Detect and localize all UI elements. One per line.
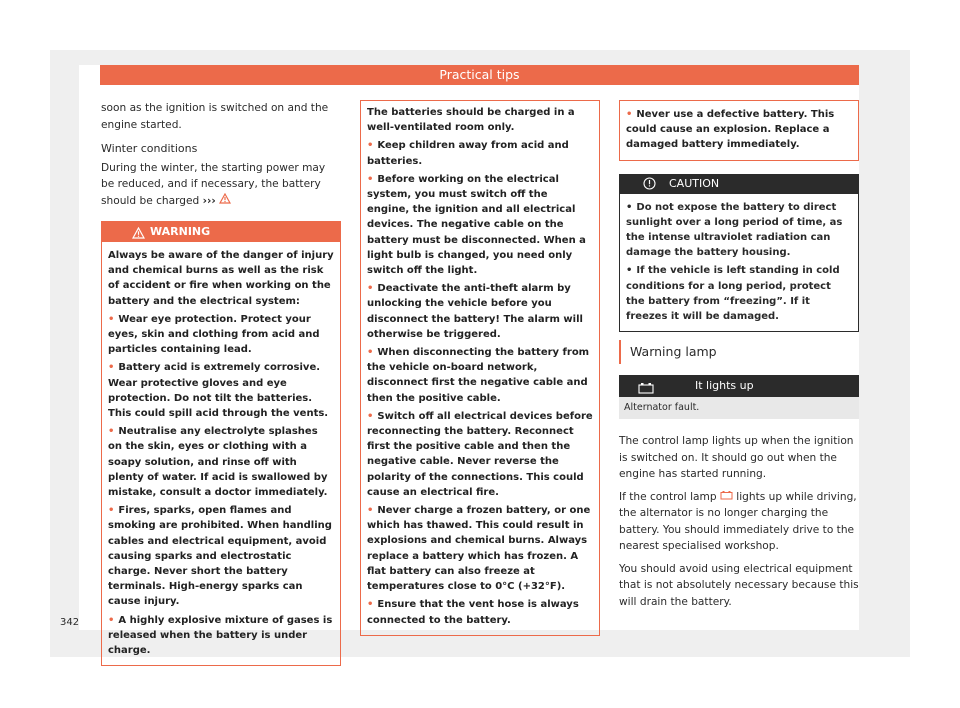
warning-item: • Fires, sparks, open flames and smoking are prohibited. When handling cables and electrical equipment, avoid causing sparks and electrostatic charge. Never short the battery terminals. High-energy sparks can cause injury.	[108, 503, 334, 609]
lamp-sub-text: Alternator fault.	[624, 402, 700, 413]
warning-item: • A highly explosive mixture of gases is released when the battery is under charge.	[108, 613, 334, 659]
warning-item: • Never charge a frozen battery, or one which has thawed. This could result in explosions and chemical burns. Always replace a battery which has frozen. A flat battery can also freeze at temperatures close to 0°C (+32°F).	[367, 503, 593, 594]
section-title: Warning lamp	[619, 340, 870, 364]
info-icon	[643, 177, 656, 197]
lamp-para-3: You should avoid using electrical equipment that is not absolutely necessary because this will drain the battery.	[619, 562, 859, 608]
intro-text: soon as the ignition is switched on and the engine started.	[101, 102, 329, 131]
page-header: Practical tips	[100, 65, 859, 85]
winter-text	[101, 160, 341, 210]
lamp-description	[619, 433, 859, 616]
warning-item: • Neutralise any electrolyte splashes on the skin, eyes or clothing with a soapy solution, and rinse off with plenty of water. If acid is swallowed by mistake, consult a doctor immediately.	[108, 424, 334, 500]
lamp-para-2	[619, 489, 859, 555]
caution-body	[619, 194, 859, 333]
lamp-bar	[619, 375, 859, 397]
caution-title: CAUTION	[669, 176, 720, 190]
middle-intro: The batteries should be charged in a well-ventilated room only.	[367, 107, 575, 134]
warning-item: • Wear eye protection. Protect your eyes, skin and clothing from acid and particles containing lead.	[108, 312, 334, 358]
lamp-para-2a: If the control lamp	[619, 490, 717, 503]
caution-item: • If the vehicle is left standing in cold conditions for a long period, protect the battery from “freezing”. If it freezes it will be damaged.	[626, 263, 852, 324]
warning-item: • Before working on the electrical system, you must switch off the engine, the ignition and all electrical devices. The negative cable on the battery must be disconnected. When a light bulb is changed, you need only switch off the light.	[367, 172, 593, 278]
lamp-para-1: The control lamp lights up when the ignition is switched on. It should go out when the engine has started running.	[619, 435, 854, 480]
warning-icon	[132, 226, 145, 246]
warning-body-end	[620, 101, 858, 160]
warning-item: • Battery acid is extremely corrosive. Wear protective gloves and eye protection. Do not tilt the batteries. This could spill acid through the vents.	[108, 360, 334, 421]
column-right	[619, 100, 859, 332]
warning-item: • When disconnecting the battery from the vehicle on-board network, disconnect first the negative cable and then the positive cable.	[367, 345, 593, 406]
warning-box-continued	[360, 100, 600, 636]
lamp-sub	[619, 397, 859, 419]
caution-header	[619, 174, 859, 194]
warning-body	[102, 242, 340, 665]
warning-item: • Deactivate the anti-theft alarm by unlocking the vehicle before you disconnect the battery! The alarm will otherwise be triggered.	[367, 281, 593, 342]
warning-item: • Never use a defective battery. This could cause an explosion. Replace a damaged battery immediately.	[626, 107, 852, 153]
column-middle	[360, 100, 600, 636]
page-number: 342	[60, 617, 80, 628]
warning-header	[102, 222, 340, 242]
ref-arrows: ›››	[202, 194, 216, 207]
lamp-para-2b: lights up while driving, the alternator is no longer charging the battery. You should immediately drive to the nearest specialised workshop.	[619, 490, 857, 552]
winter-title: Winter conditions	[101, 142, 198, 155]
caution-item: • Do not expose the battery to direct sunlight over a long period of time, as the intense ultraviolet radiation can damage the battery housing.	[626, 200, 852, 261]
warning-box	[101, 221, 341, 666]
warning-item: • Keep children away from acid and batteries.	[367, 138, 593, 168]
warning-ref-icon	[219, 195, 231, 207]
warning-item: • Switch off all electrical devices before reconnecting the battery. Reconnect first the positive cable and then the negative cable. Never reverse the polarity of the connections. This could cause an electrical fire.	[367, 409, 593, 500]
column-left	[101, 100, 341, 666]
warning-box-end	[619, 100, 859, 161]
warning-body-continued	[361, 101, 599, 635]
winter-text-body: During the winter, the starting power may be reduced, and if necessary, the battery should be charged	[101, 161, 326, 207]
warning-title: WARNING	[150, 225, 211, 238]
warning-intro: Always be aware of the danger of injury and chemical burns as well as the risk of accident or fire when working on the battery and the electrical system:	[108, 250, 334, 307]
caution-box	[619, 174, 859, 333]
warning-item: • Ensure that the vent hose is always connected to the battery.	[367, 597, 593, 627]
lamp-label: It lights up	[695, 379, 754, 392]
battery-inline-icon	[720, 491, 733, 503]
